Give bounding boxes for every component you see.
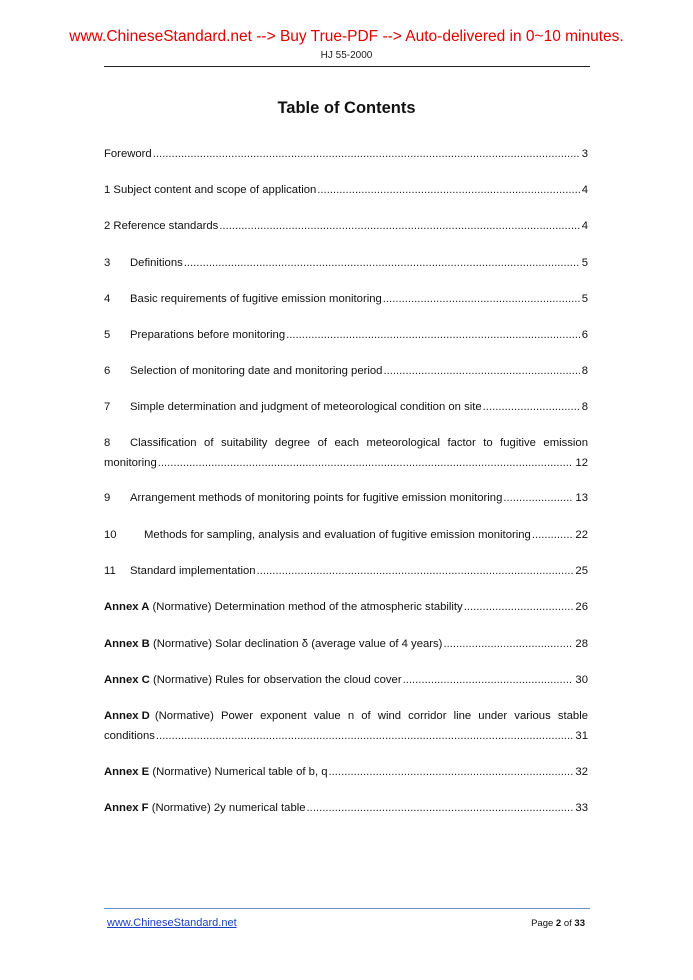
dot-leader [153, 145, 580, 165]
annex-label: Annex A [104, 601, 150, 613]
toc-page-number: 25 [575, 565, 588, 577]
dot-leader [483, 398, 580, 418]
toc-entry-text: Foreword [104, 148, 152, 160]
dot-leader [219, 217, 579, 237]
dot-leader [532, 526, 574, 546]
dot-leader [383, 362, 579, 382]
dot-leader [257, 562, 574, 582]
annex-title: (Normative) Numerical table of b, q [152, 766, 328, 778]
annex-label: Annex E [104, 766, 150, 778]
dot-leader [464, 598, 574, 618]
toc-entry-number: 8 [104, 437, 111, 449]
toc-entry-8[interactable] [104, 434, 588, 473]
purchase-banner[interactable]: www.ChineseStandard.net --> Buy True-PDF --> Auto-delivered in 0~10 minutes. [69, 28, 624, 45]
toc-page-number: 8 [581, 365, 588, 377]
toc-entry-number: 4 [104, 293, 111, 305]
toc-page-number: 26 [575, 601, 588, 613]
toc-entry-number: 6 [104, 365, 111, 377]
toc-entry-text: Preparations before monitoring [130, 329, 286, 341]
dot-leader [184, 254, 580, 274]
toc-entry-text: Simple determination and judgment of meteorological condition on site [130, 401, 482, 413]
toc-entry-10[interactable] [104, 526, 588, 546]
annex-label: Annex C [104, 674, 150, 686]
toc-entry-4[interactable] [104, 290, 588, 310]
toc-page-number: 4 [581, 220, 588, 232]
toc-entry-1[interactable] [104, 181, 588, 201]
toc-entry-text: 2 Reference standards [104, 220, 219, 232]
page-title: Table of Contents [277, 99, 416, 117]
toc-page-number: 31 [575, 729, 588, 742]
footer-divider [104, 908, 590, 909]
dot-leader [503, 489, 573, 509]
dot-leader [443, 635, 573, 655]
toc-entry-text [104, 671, 402, 691]
toc-entry-number: 10 [104, 529, 117, 541]
toc-entry-text: Standard implementation [130, 565, 256, 577]
toc-page-number: 33 [575, 802, 588, 814]
toc-entry-11[interactable] [104, 562, 588, 582]
toc-entry-text: Methods for sampling, analysis and evaluation of fugitive emission monitoring [144, 529, 531, 541]
toc-entry-6[interactable] [104, 362, 588, 382]
toc-page-number: 6 [581, 329, 588, 341]
toc-entry-annex-a[interactable] [104, 598, 588, 618]
toc-entry-number: 7 [104, 401, 111, 413]
annex-label: Annex F [104, 802, 149, 814]
toc-entry-annex-c[interactable] [104, 671, 588, 691]
toc-page-number: 30 [575, 674, 588, 686]
annex-title: (Normative) Solar declination δ (average value of 4 years) [152, 638, 443, 650]
toc-page-number: 22 [575, 529, 588, 541]
toc-entry-text [104, 598, 463, 618]
annex-title: (Normative) 2y numerical table [151, 802, 306, 814]
document-code: HJ 55-2000 [320, 50, 373, 61]
annex-title: (Normative) Power exponent value n of wind corridor line under various stable [154, 710, 588, 722]
page-prefix: Page [531, 918, 554, 929]
dot-leader [158, 454, 574, 474]
toc-entry-annex-b[interactable] [104, 635, 588, 655]
toc-page-number: 12 [575, 456, 588, 469]
toc-entry-text: Basic requirements of fugitive emission monitoring [130, 293, 382, 305]
toc-entry-number: 5 [104, 329, 111, 341]
toc-entry-annex-f[interactable] [104, 799, 588, 819]
toc-page-number: 32 [575, 766, 588, 778]
toc-entry-text [104, 763, 328, 783]
dot-leader [156, 727, 574, 747]
toc-page-number: 5 [581, 257, 588, 269]
toc-entry-7[interactable] [104, 398, 588, 418]
annex-label: Annex B [104, 638, 150, 650]
toc-entry-number: 9 [104, 492, 111, 504]
toc-entry-9[interactable] [104, 489, 588, 509]
toc-entry-text: Classification of suitability degree of each meteorological factor to fugitive emission [130, 437, 588, 449]
toc-entry-text: Selection of monitoring date and monitoring period [130, 365, 383, 377]
dot-leader [317, 181, 579, 201]
toc-entry-foreword[interactable] [104, 145, 588, 165]
toc-page-number: 13 [575, 492, 588, 504]
toc-page-number: 5 [581, 293, 588, 305]
header-divider [104, 66, 590, 67]
toc-page-number: 8 [581, 401, 588, 413]
toc-entry-annex-d[interactable] [104, 707, 588, 746]
current-page-number: 2 [555, 918, 562, 929]
footer-page-indicator [531, 918, 585, 929]
toc-entry-number: 11 [104, 565, 116, 577]
annex-title: (Normative) Rules for observation the cloud cover [152, 674, 402, 686]
dot-leader [383, 290, 580, 310]
annex-label: Annex D [104, 710, 150, 722]
dot-leader [403, 671, 574, 691]
toc-entry-annex-e[interactable] [104, 763, 588, 783]
toc-entry-5[interactable] [104, 326, 588, 346]
toc-entry-text: Definitions [130, 257, 183, 269]
toc-page-number: 28 [575, 638, 588, 650]
toc-entry-text-continued: conditions [104, 729, 155, 742]
total-page-count: 33 [574, 918, 585, 929]
toc-entry-text-continued: monitoring [104, 456, 157, 469]
toc-entry-2[interactable] [104, 217, 588, 237]
footer-website-link[interactable]: www.ChineseStandard.net [107, 917, 237, 929]
annex-title: (Normative) Determination method of the atmospheric stability [152, 601, 463, 613]
dot-leader [286, 326, 580, 346]
toc-page-number: 4 [581, 184, 588, 196]
toc-entry-3[interactable] [104, 254, 588, 274]
page-of: of [563, 918, 572, 929]
dot-leader [329, 763, 574, 783]
dot-leader [307, 799, 574, 819]
toc-entry-text [104, 799, 306, 819]
toc-page-number: 3 [581, 148, 588, 160]
toc-entry-text: Arrangement methods of monitoring points for fugitive emission monitoring [130, 492, 503, 504]
toc-entry-text [104, 635, 442, 655]
toc-entry-text: 1 Subject content and scope of application [104, 184, 317, 196]
toc-entry-number: 3 [104, 257, 111, 269]
